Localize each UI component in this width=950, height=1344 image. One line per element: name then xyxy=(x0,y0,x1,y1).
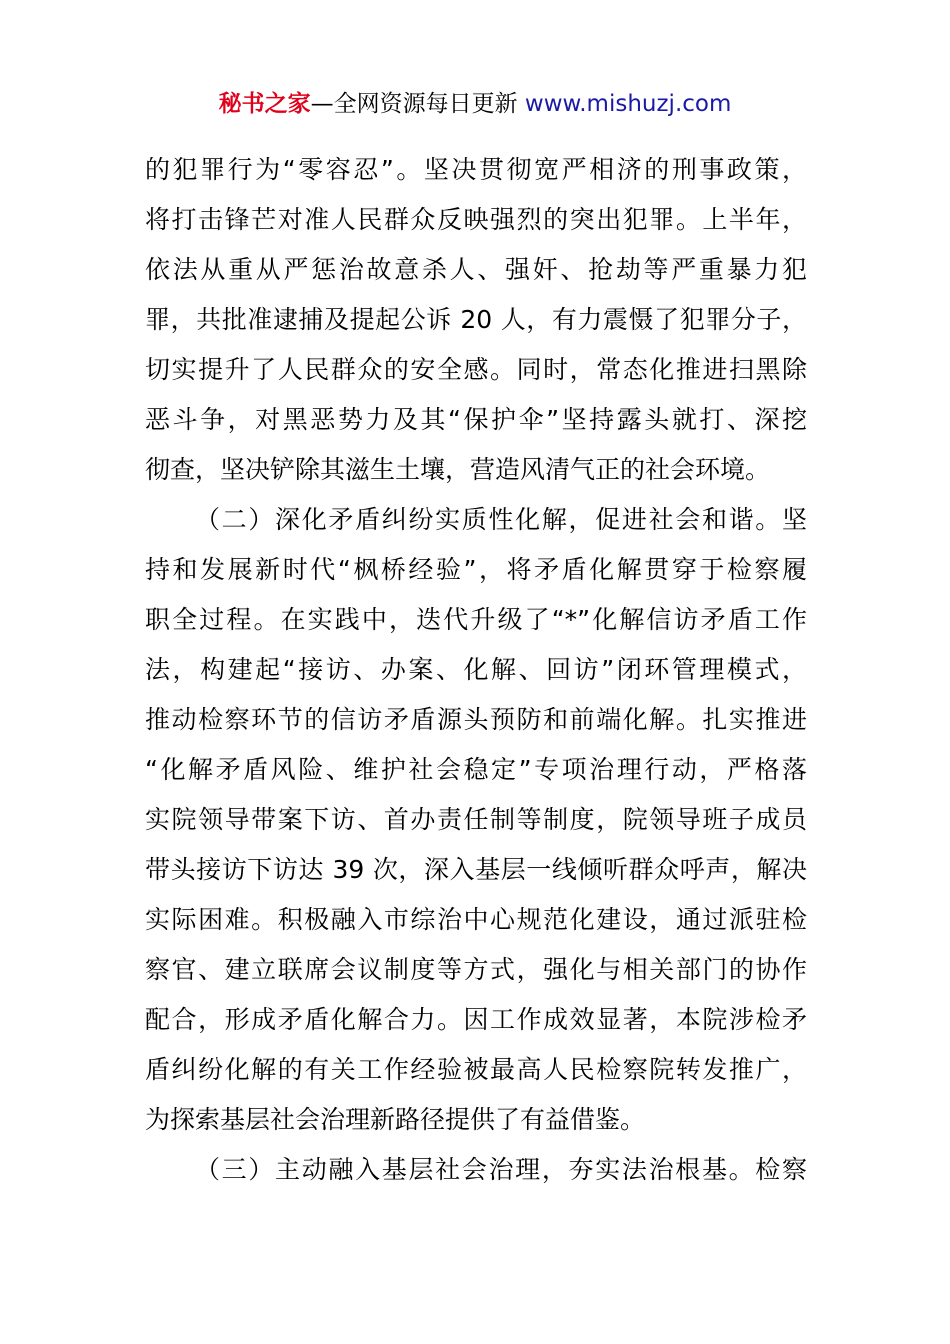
text-line: 实院领导带案下访、首办责任制等制度，院领导班子成员 xyxy=(145,805,807,834)
text-line: 法，构建起“接访、办案、化解、回访”闭环管理模式， xyxy=(145,655,807,684)
paragraph-heading-3: （三）主动融入基层社会治理，夯实法治根基。检察 xyxy=(195,1155,807,1184)
text-line: 将打击锋芒对准人民群众反映强烈的突出犯罪。上半年， xyxy=(145,205,807,234)
text-line: 彻查，坚决铲除其滋生土壤，营造风清气正的社会环境。 xyxy=(145,455,771,484)
text-line: 推动检察环节的信访矛盾源头预防和前端化解。扎实推进 xyxy=(145,705,807,734)
text-line: 配合，形成矛盾化解合力。因工作成效显著，本院涉检矛 xyxy=(145,1005,807,1034)
text-line: 恶斗争，对黑恶势力及其“保护伞”坚持露头就打、深挖 xyxy=(145,405,807,434)
document-body xyxy=(145,145,807,1195)
text-line: 察官、建立联席会议制度等方式，强化与相关部门的协作 xyxy=(145,955,807,984)
site-brand: 秘书之家 xyxy=(218,91,311,117)
site-tagline: —全网资源每日更新 xyxy=(310,91,518,117)
text-line: 盾纠纷化解的有关工作经验被最高人民检察院转发推广， xyxy=(145,1055,807,1084)
text-line: 的犯罪行为“零容忍”。坚决贯彻宽严相济的刑事政策， xyxy=(145,155,807,184)
paragraph-heading-2: （二）深化矛盾纠纷实质性化解，促进社会和谐。坚 xyxy=(195,505,807,534)
text-line: 实际困难。积极融入市综治中心规范化建设，通过派驻检 xyxy=(145,905,807,934)
text-line: 为探索基层社会治理新路径提供了有益借鉴。 xyxy=(145,1105,646,1134)
text-line: 依法从重从严惩治故意杀人、强奸、抢劫等严重暴力犯 xyxy=(145,255,807,284)
text-line: 持和发展新时代“枫桥经验”，将矛盾化解贯穿于检察履 xyxy=(145,555,807,584)
site-url-link[interactable]: www.mishuzj.com xyxy=(524,91,732,117)
text-line: 带头接访下访达 39 次，深入基层一线倾听群众呼声，解决 xyxy=(145,855,807,884)
text-line: 职全过程。在实践中，迭代升级了“*”化解信访矛盾工作 xyxy=(145,605,807,634)
site-header xyxy=(0,88,950,120)
text-line: “化解矛盾风险、维护社会稳定”专项治理行动，严格落 xyxy=(145,755,807,784)
text-line: 切实提升了人民群众的安全感。同时，常态化推进扫黑除 xyxy=(145,355,807,384)
text-line: 罪，共批准逮捕及提起公诉 20 人，有力震慑了犯罪分子， xyxy=(145,305,807,334)
